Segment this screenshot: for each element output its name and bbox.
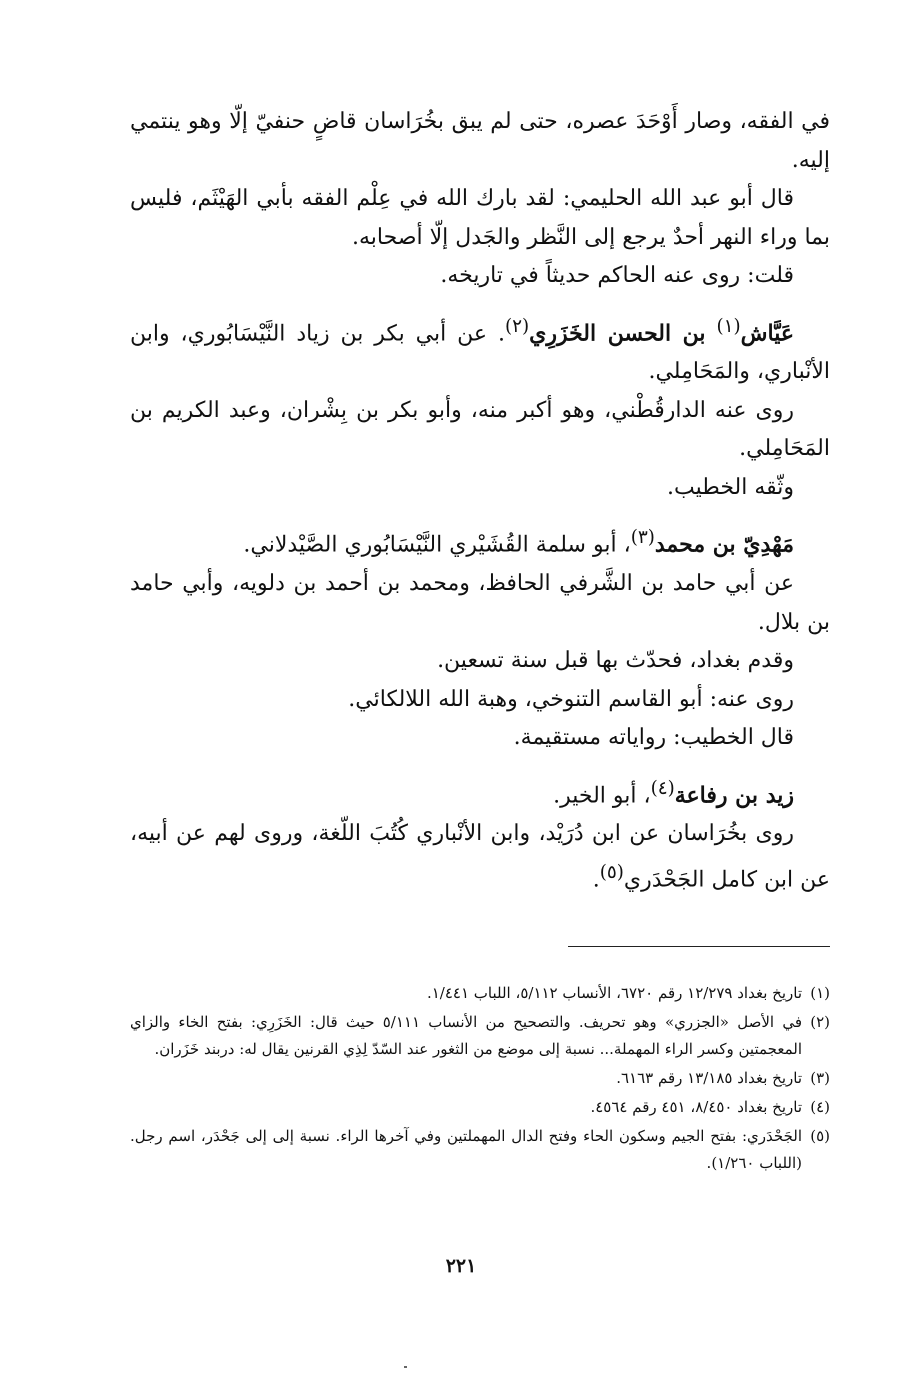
main-text — [130, 103, 830, 900]
footnote-text: تاريخ بغداد ١٣/١٨٥ رقم ٦١٦٣. — [616, 1069, 802, 1087]
entry-ayyash-text: عن أبي بكر بن زياد النَّيْسَابُوري، وابن الأنْباري، والمَحَامِلي. — [130, 320, 830, 385]
paragraph-mahdi-baghdad: وقدم بغداد، فحدّث بها قبل سنة تسعين. — [437, 648, 794, 674]
entry-mahdi-title: مَهْدِيّ بن محمد — [654, 531, 794, 558]
paragraph-ayyash-narrators: روى عنه الدارقُطْني، وهو أكبر منه، وأبو بكر بن بِشْران، وعبد الكريم بن المَحَامِلي. — [130, 397, 830, 462]
footnote-divider — [568, 946, 830, 947]
footnotes — [130, 980, 830, 1179]
scan-speck — [404, 1366, 407, 1368]
footnote-number: (١) — [810, 984, 830, 1002]
paragraph-1: في الفقه، وصار أَوْحَدَ عصره، حتى لم يبق بخُرَاسان قاضٍ حنفيّ إلّا وهو ينتمي إليه. — [130, 109, 830, 173]
entry-ayyash: عَيَّاش$^{(١)}$ بن الحسن الخَزَرِي$^{(٢)}$. عن أبي بكر بن زياد النَّيْسَابُوري، وابن الأنْباري، والمَحَامِلي. — [130, 315, 830, 385]
paragraph-mahdi-narrators: روى عنه: أبو القاسم التنوخي، وهبة الله اللالكائي. — [348, 686, 794, 712]
footnote-1 — [130, 980, 830, 1007]
footnote-number: (٥) — [810, 1127, 830, 1145]
entry-mahdi — [130, 519, 830, 565]
entry-mahdi-text: ، أبو سلمة القُشَيْري النَّيْسَابُوري الصَّيْدلاني. — [243, 532, 631, 558]
footnote-text: في الأصل «الجزري» وهو تحريف. والتصحيح من الأنساب ٥/١١١ حيث قال: الخَزَرِي: بفتح الخاء والزاي المعجمتين وكسر الراء المهملة... نسبة إلى موضع من الثغور عند السّدّ لِذِي القرنين يقال له: دربند خَزَران. — [130, 1013, 802, 1058]
paragraph-zayd-text: روى بخُرَاسان عن ابن دُرَيْد، وابن الأنْباري كُتُبَ اللّغة، وروى لهم عن أبيه، عن ابن كامل الجَحْدَري — [130, 821, 830, 893]
footnote-2 — [130, 1009, 830, 1063]
page-number: ٢٢١ — [445, 1255, 477, 1277]
footnote-4 — [130, 1094, 830, 1121]
paragraph-ayyash-trust: وثّقه الخطيب. — [667, 474, 794, 500]
paragraph-zayd-narration — [130, 815, 830, 899]
entry-ayyash-title: بن الحسن الخَزَرِي — [529, 319, 706, 346]
footnote-ref-5: (٥) — [599, 861, 624, 883]
footnote-number: (٣) — [810, 1069, 830, 1087]
paragraph-mahdi-teachers: عن أبي حامد بن الشَّرفي الحافظ، ومحمد بن أحمد بن دلويه، وأبي حامد بن بلال. — [130, 571, 830, 635]
paragraph-2: قال أبو عبد الله الحليمي: لقد بارك الله في عِلْم الفقه بأبي الهَيْثَم، فليس بما وراء النهر أحدٌ يرجع إلى النَّظر والجَدل إلّا أصحابه. — [130, 186, 830, 250]
footnote-ref-4: (٤) — [650, 777, 675, 799]
footnote-text: تاريخ بغداد ١٢/٢٧٩ رقم ٦٧٢٠، الأنساب ٥/١١٢، اللباب ١/٤٤١. — [426, 984, 802, 1002]
entry-ayyash-head: عَيَّاش — [740, 319, 794, 346]
footnote-ref-3: (٣) — [630, 527, 655, 549]
footnote-ref-2: (٢) — [504, 315, 530, 337]
footnote-number: (٤) — [810, 1098, 830, 1116]
footnote-ref-1: (١) — [716, 315, 741, 337]
entry-zayd — [130, 770, 830, 816]
footnote-number: (٢) — [810, 1013, 830, 1031]
footnote-text: الجَحْدَري: بفتح الجيم وسكون الحاء وفتح الدال المهملتين وفي آخرها الراء. نسبة إلى إلى جَحْدَر، اسم رجل. (اللباب ١/٢٦٠). — [130, 1127, 802, 1172]
paragraph-mahdi-khatib: قال الخطيب: رواياته مستقيمة. — [513, 725, 794, 751]
entry-zayd-title: زيد بن رفاعة — [674, 781, 794, 808]
paragraph-3: قلت: روى عنه الحاكم حديثاً في تاريخه. — [440, 263, 794, 288]
paragraph-zayd-end: . — [592, 867, 600, 893]
footnote-3 — [130, 1065, 830, 1092]
footnote-text: تاريخ بغداد ٨/٤٥٠، ٤٥١ رقم ٤٥٦٤. — [590, 1098, 802, 1116]
entry-zayd-text: ، أبو الخير. — [553, 782, 651, 808]
footnote-5 — [130, 1123, 830, 1177]
